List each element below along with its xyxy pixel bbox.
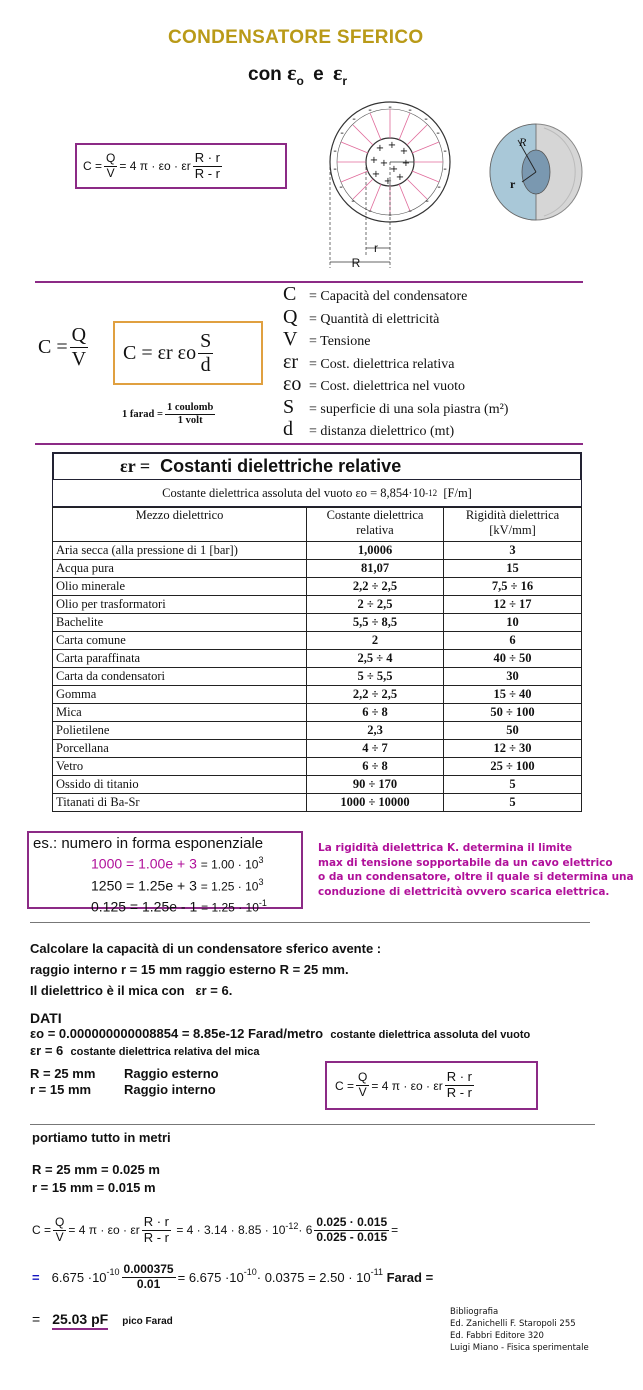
table-row: Aria secca (alla pressione di 1 [bar]) 1,0006 3 (53, 542, 582, 560)
svg-text:+: + (401, 158, 411, 169)
capacitance-formula-box-2: C = $\frac{Q}{V}$ = 4 π · εo · εr $\frac{R \cdot r}{R - r}$ (325, 1061, 538, 1110)
given-data: DATI εo = 0.000000000008854 = 8.85e-12 Farad/metro costante dielettrica assoluta del vuoto εr = 6 costante dielettrica relativa del mica R = 25 mm Raggio esterno r = 15 mm Raggio interno (30, 1010, 531, 1097)
svg-text:r: r (510, 177, 516, 191)
svg-text:-: - (443, 164, 447, 175)
svg-text:R: R (519, 135, 527, 149)
svg-text:-: - (425, 196, 429, 207)
dielectric-table (52, 507, 582, 812)
table-row: Porcellana 4 ÷ 7 12 ÷ 30 (53, 740, 582, 758)
diagram-label-r: r (374, 241, 378, 255)
legend-item: εo = Cost. dielettrica nel vuoto (283, 373, 466, 395)
exponential-notation-box (27, 831, 303, 915)
table-row: Titanati di Ba-Sr 1000 ÷ 10000 5 (53, 794, 582, 812)
legend-item: Q = Quantità di elettricità (283, 305, 440, 328)
svg-text:-: - (408, 105, 412, 116)
exponent-line: $1000 = 1.00e + 3 = 1.00 \cdot 10^3$ (91, 855, 264, 872)
calculation-line-1: C = $\frac{Q}{V}$ = 4 π · εo · εr $\frac{R \cdot r}{R - r}$ = 4 · 3.14 · 8.85 · 10 -12 · 6 $\frac{0.025 \cdot 0.015}{0.025 - 0.015}$ = (32, 1214, 399, 1245)
svg-text:+: + (371, 169, 381, 180)
svg-text:-: - (388, 102, 392, 113)
svg-text:-: - (368, 206, 372, 217)
table-row: Bachelite 5,5 ÷ 8,5 10 (53, 614, 582, 632)
page-title: CONDENSATORE SFERICO (168, 27, 424, 48)
unit-conversion: portiamo tutto in metri R = 25 mm = 0.025 m r = 15 mm = 0.015 m (32, 1130, 171, 1195)
svg-text:+: + (369, 155, 379, 166)
spherical-capacitor-diagram (310, 96, 470, 271)
svg-text:-: - (352, 114, 356, 125)
column-header: Mezzo dielettrico (53, 508, 307, 542)
svg-text:-: - (436, 128, 440, 139)
page-subtitle: con $\varepsilon_o$ e $\varepsilon_r$ (248, 60, 348, 88)
exponent-line: $1250 = 1.25e + 3 = 1.25 \cdot 10^3$ (91, 876, 264, 894)
svg-text:-: - (408, 206, 412, 217)
capacitance-main-formula: C = $\frac{Q}{V}$ (38, 324, 87, 370)
svg-text:-: - (333, 164, 337, 175)
svg-text:+: + (395, 172, 405, 183)
svg-text:-: - (333, 146, 337, 157)
table-row: Gomma 2,2 ÷ 2,5 15 ÷ 40 (53, 686, 582, 704)
dielectric-strength-note: La rigidità dielettrica K. determina il limite max di tensione sopportabile da un cavo elettrico o da un condensatore, oltre il quale si determina una conduzione di elettricità ovvero scarica elettrica. (318, 842, 634, 898)
svg-text:+: + (383, 176, 393, 187)
capacitance-plates-box: C = εr εo $\frac{S}{d}$ (113, 321, 263, 385)
svg-text:+: + (387, 140, 397, 151)
table-row: Mica 6 ÷ 8 50 ÷ 100 (53, 704, 582, 722)
svg-text:-: - (388, 210, 392, 221)
svg-text:-: - (351, 196, 355, 207)
svg-text:-: - (437, 182, 441, 193)
table-row: Ossido di titanio 90 ÷ 170 5 (53, 776, 582, 794)
divider (35, 443, 583, 445)
table-row: Polietilene 2,3 50 (53, 722, 582, 740)
exponent-line: $0.125 = 1.25e - 1 = 1.25 \cdot 10^{-1}$ (91, 898, 267, 915)
sphere-cutaway-image (486, 118, 586, 228)
legend-item: C = Capacità del condensatore (283, 283, 468, 305)
diagram-label-R: R (351, 256, 361, 270)
svg-text:-: - (443, 146, 447, 157)
farad-definition: 1 farad = $\frac{\text{1 coulomb}}{\text{1 volt}}$ (122, 402, 214, 427)
exponent-title: es.: numero in forma esponenziale (33, 835, 264, 852)
svg-text:-: - (368, 105, 372, 116)
result-value: 25.03 pF (52, 1311, 108, 1330)
svg-text:+: + (399, 146, 409, 157)
legend-item: V = Tensione (283, 328, 371, 350)
capacitance-formula-box: C = $\frac{Q}{V}$ = 4 π · εo · εr $\frac{R \cdot r}{R - r}$ (75, 143, 287, 189)
dielectric-table-container (52, 452, 582, 812)
table-row: Carta comune 2 6 (53, 632, 582, 650)
svg-text:-: - (424, 114, 428, 125)
absolute-permittivity: Costante dielettrica assoluta del vuoto εo = 8,854·10 -12 [F/m] (52, 480, 582, 507)
table-row: Acqua pura 81,07 15 (53, 560, 582, 578)
column-header: Costante dielettrica relativa (307, 508, 444, 542)
symbol-legend (283, 283, 508, 441)
legend-item: S = superficie di una sola piastra (m²) (283, 395, 509, 418)
calculation-line-2: = 6.675 ·10 -10 $\frac{0.000375}{0.01}$ = 6.675 ·10 -10 · 0.0375 = 2.50 · 10 -11 Farad = (32, 1262, 434, 1291)
table-row: Carta da condensatori 5 ÷ 5,5 30 (53, 668, 582, 686)
divider (30, 922, 590, 923)
bibliography: Bibliografia Ed. Zanichelli F. Staropoli 255 Ed. Fabbri Editore 320 Luigi Miano - Fisica sperimentale (450, 1307, 589, 1353)
divider (30, 1124, 595, 1125)
svg-text:+: + (379, 158, 389, 169)
table-row: Olio minerale 2,2 ÷ 2,5 7,5 ÷ 16 (53, 578, 582, 596)
table-row: Carta paraffinata 2,5 ÷ 4 40 ÷ 50 (53, 650, 582, 668)
svg-text:+: + (389, 164, 399, 175)
table-row: Olio per trasformatori 2 ÷ 2,5 12 ÷ 17 (53, 596, 582, 614)
svg-text:-: - (339, 182, 343, 193)
legend-item: d = distanza dielettrico (mt) (283, 418, 455, 440)
result-line: = 25.03 pF pico Farad (32, 1311, 173, 1330)
table-row: Vetro 6 ÷ 8 25 ÷ 100 (53, 758, 582, 776)
svg-text:-: - (340, 128, 344, 139)
table-title: εr = Costanti dielettriche relative (52, 452, 582, 480)
problem-statement: Calcolare la capacità di un condensatore sferico avente : raggio interno r = 15 mm raggio esterno R = 25 mm. Il dielettrico è il mica con εr = 6. (30, 941, 382, 998)
svg-text:+: + (375, 143, 385, 154)
column-header: Rigidità dielettrica [kV/mm] (444, 508, 582, 542)
legend-item: εr = Cost. dielettrica relativa (283, 350, 455, 373)
